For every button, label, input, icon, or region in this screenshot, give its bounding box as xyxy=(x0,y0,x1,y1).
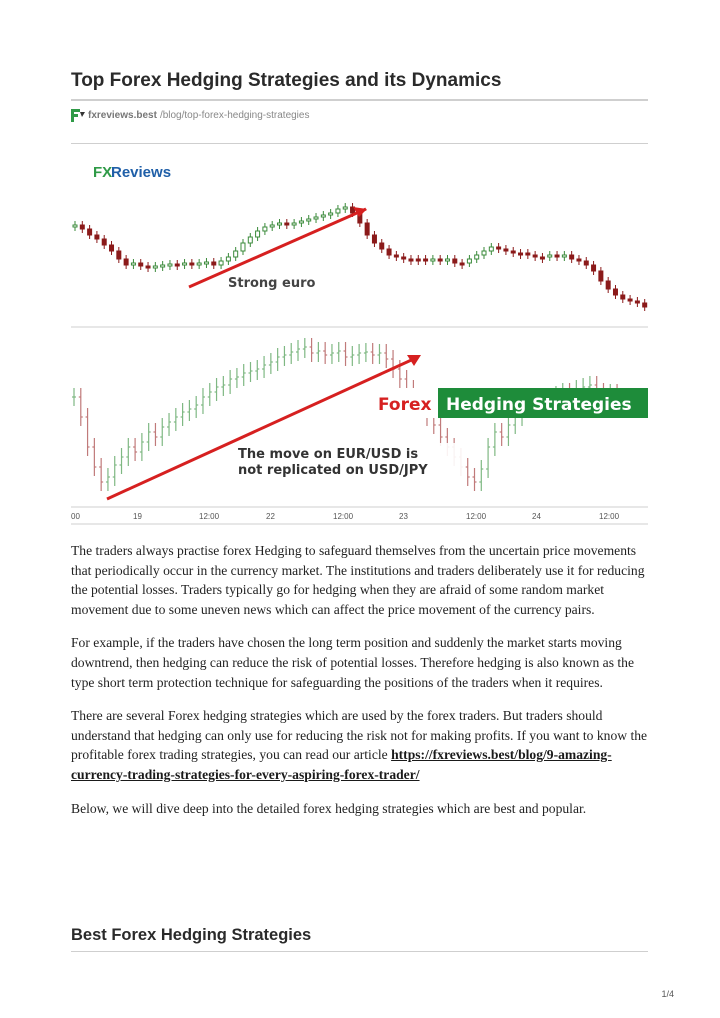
paragraph-2: For example, if the traders have chosen the long term position and suddenly the market starts moving downtrend, then hedging can reduce the risk of potential losses. Therefore hedging is also known as the type short term protection technique for safeguarding the positions of the traders when it requires. xyxy=(71,635,634,690)
top-candle-body xyxy=(80,225,84,229)
top-candle-body xyxy=(110,245,114,251)
top-candle-body xyxy=(285,223,289,225)
top-candle-body xyxy=(621,295,625,299)
x-axis-tick-label: 23 xyxy=(399,512,408,521)
section-divider xyxy=(71,951,648,952)
strong-euro-label: Strong euro xyxy=(228,276,316,291)
top-candle-body xyxy=(380,243,384,249)
top-candle-body xyxy=(438,259,442,261)
top-candle-body xyxy=(431,259,435,261)
hero-chart-graphic xyxy=(71,147,648,525)
top-candle-body xyxy=(314,217,318,219)
top-candle-body xyxy=(307,219,311,221)
top-candle-body xyxy=(124,259,128,265)
top-candle-body xyxy=(248,237,252,243)
page-title: Top Forex Hedging Strategies and its Dynamics xyxy=(71,70,502,91)
top-candle-body xyxy=(102,239,106,245)
x-axis-ticks xyxy=(71,512,620,521)
top-candle-body xyxy=(584,261,588,265)
top-candle-body xyxy=(212,262,216,265)
top-candle-body xyxy=(475,255,479,259)
x-axis-tick-label: 22 xyxy=(266,512,275,521)
top-candle-body xyxy=(95,235,99,239)
source-link[interactable] xyxy=(71,108,309,122)
x-axis-tick-label: 12:00 xyxy=(466,512,487,521)
top-candle-body xyxy=(613,289,617,295)
top-candle-body xyxy=(453,259,457,263)
top-candle-body xyxy=(263,227,267,231)
hero-logo-reviews: Reviews xyxy=(111,164,172,181)
top-candle-body xyxy=(175,264,179,266)
top-candle-body xyxy=(504,249,508,251)
top-candle-body xyxy=(190,263,194,265)
top-candle-body xyxy=(183,263,187,265)
top-candlestick-series xyxy=(73,203,647,311)
top-candle-body xyxy=(219,261,223,265)
top-candle-body xyxy=(402,257,406,259)
top-candle-body xyxy=(161,265,165,267)
top-candle-body xyxy=(628,299,632,301)
x-axis-tick-label: 12:00 xyxy=(333,512,354,521)
top-candle-body xyxy=(256,231,260,237)
top-candle-body xyxy=(570,255,574,259)
top-candle-body xyxy=(592,265,596,271)
top-candle-body xyxy=(117,251,121,259)
paragraph-1: The traders always practise forex Hedging to safeguard themselves from the uncertain price movements that periodically occur in the currency market. The institutions and traders deliberately use it for reducing the potential losses. Traders typically go for hedging when they are afraid of some random market movement due to some uneven news which can affect the price movement of the currency pairs. xyxy=(71,543,645,617)
x-axis-tick-label: 12:00 xyxy=(599,512,620,521)
top-candle-body xyxy=(226,257,230,261)
paragraph-3-text: There are several Forex hedging strategies which are used by the forex traders. But traders should understand that hedging can only use for reducing the risk not for making profits. If you want to know the profitable forex trading strategies, you can read our article xyxy=(71,708,648,763)
top-candle-body xyxy=(606,281,610,289)
top-candle-body xyxy=(336,209,340,213)
hero-image xyxy=(71,147,648,525)
top-candle-body xyxy=(548,255,552,257)
top-candle-body xyxy=(372,235,376,243)
section-heading: Best Forex Hedging Strategies xyxy=(71,926,312,944)
top-candle-body xyxy=(409,259,413,261)
top-candle-body xyxy=(424,259,428,261)
top-candle-body xyxy=(555,255,559,257)
top-candle-body xyxy=(497,247,501,249)
top-candle-body xyxy=(204,262,208,264)
top-candle-body xyxy=(394,255,398,257)
x-axis-tick-label: 12:00 xyxy=(199,512,220,521)
top-candle-body xyxy=(343,207,347,209)
top-candle-body xyxy=(643,303,647,307)
top-candle-body xyxy=(241,243,245,251)
top-candle-body xyxy=(533,255,537,257)
top-candle-body xyxy=(482,251,486,255)
top-candle-body xyxy=(562,255,566,257)
badge-forex-text: Forex xyxy=(378,395,432,415)
top-candle-body xyxy=(329,213,333,215)
top-candle-body xyxy=(153,266,157,268)
source-divider xyxy=(71,143,648,144)
fx-logo-icon xyxy=(71,109,85,122)
top-candle-body xyxy=(387,249,391,255)
top-candle-body xyxy=(489,247,493,251)
top-candle-body xyxy=(321,215,325,217)
top-candle-body xyxy=(467,259,471,263)
top-candle-body xyxy=(278,223,282,225)
top-candle-body xyxy=(540,257,544,259)
top-candle-body xyxy=(445,259,449,261)
top-candle-body xyxy=(292,223,296,225)
top-candle-body xyxy=(577,259,581,261)
source-domain: fxreviews.best xyxy=(88,109,157,121)
x-axis-tick-label: 19 xyxy=(133,512,142,521)
top-candle-body xyxy=(168,264,172,266)
top-candle-body xyxy=(511,251,515,253)
top-candle-body xyxy=(526,253,530,255)
top-candle-body xyxy=(416,259,420,261)
x-axis-tick-label: 24 xyxy=(532,512,541,521)
paragraph-3 xyxy=(71,706,648,784)
top-candle-body xyxy=(635,301,639,303)
article-body xyxy=(71,541,648,832)
top-candle-body xyxy=(270,225,274,227)
top-candle-body xyxy=(88,229,92,235)
top-candle-body xyxy=(234,251,238,257)
hero-logo-fx: FX xyxy=(93,164,113,181)
top-candle-body xyxy=(460,263,464,265)
paragraph-4: Below, we will dive deep into the detailed forex hedging strategies which are best and popular. xyxy=(71,800,587,816)
top-candle-body xyxy=(599,271,603,281)
caption-line-1: The move on EUR/USD is xyxy=(238,447,419,462)
page-number: 1/4 xyxy=(661,989,674,999)
strategies-article-link[interactable]: https://fxreviews.best/blog/9-amazing-currency-trading-strategies-for-every-aspiring-forex-trader/ xyxy=(71,747,612,782)
top-candle-body xyxy=(73,225,77,227)
top-candle-body xyxy=(519,253,523,255)
top-candle-body xyxy=(146,266,150,268)
title-divider xyxy=(71,99,648,101)
top-candle-body xyxy=(131,263,135,265)
top-candle-body xyxy=(197,263,201,265)
top-candle-body xyxy=(365,223,369,235)
source-path: /blog/top-forex-hedging-strategies xyxy=(159,109,310,121)
badge-hedging-text: Hedging Strategies xyxy=(446,395,632,415)
x-axis-tick-label: 00 xyxy=(71,512,80,521)
caption-line-2: not replicated on USD/JPY xyxy=(238,463,428,478)
top-candle-body xyxy=(299,221,303,223)
top-candle-body xyxy=(139,263,143,266)
